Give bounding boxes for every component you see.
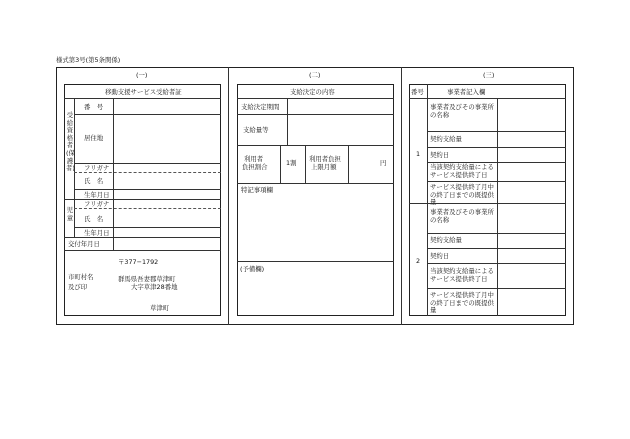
period-label: 支給決定期間 <box>241 103 280 111</box>
section-divider-1 <box>228 67 229 325</box>
col-number-header: 番号 <box>411 88 424 96</box>
group-2-row-contract-amount: 契約支給量 <box>430 236 462 244</box>
burden-label-2: 負担割合 <box>242 163 268 171</box>
number-label: 番 号 <box>84 103 104 111</box>
group-2-row-provided: サービス提供終了月中の終了日までの既提供量 <box>430 291 494 315</box>
group-2-row-contract-date: 契約日 <box>430 252 450 260</box>
issuer-label-line-2: 及び印 <box>68 283 88 291</box>
child-name-label: 氏 名 <box>84 215 104 223</box>
group-2-number: 2 <box>416 257 421 265</box>
recipient-group-label: 受給資格者(保護者) <box>66 111 75 173</box>
furigana-label: フリガナ <box>84 164 110 172</box>
group-1-row-contract-date: 契約日 <box>430 151 450 159</box>
certificate-title: 移動支援サービス受給者証 <box>105 88 182 96</box>
section-1-heading: (一) <box>136 71 148 79</box>
limit-label-1: 利用者負担 <box>309 155 341 163</box>
col-entry-header: 事業者記入欄 <box>447 88 486 96</box>
decision-table <box>237 84 394 316</box>
special-notes-label: 特記事項欄 <box>241 186 273 194</box>
child-dob-label: 生年月日 <box>84 229 110 237</box>
burden-value: 1割 <box>286 159 297 167</box>
reserve-label: (予備欄) <box>240 265 265 273</box>
issuer-label-line-1: 市町村名 <box>68 273 94 281</box>
child-furigana-label: フリガナ <box>84 200 110 208</box>
group-2-row-end-date: 当該契約支給量によるサービス提供終了日 <box>430 267 494 283</box>
amount-label: 支給量等 <box>243 126 269 134</box>
limit-unit: 円 <box>380 159 387 167</box>
child-group-label: 児童 <box>66 206 74 222</box>
section-3-heading: (三) <box>483 71 495 79</box>
decision-title: 支給決定の内容 <box>290 88 335 96</box>
issuer-town: 草津町 <box>150 304 170 312</box>
issuer-address-1: 群馬県吾妻郡草津町 <box>118 275 176 283</box>
group-1-row-contract-amount: 契約支給量 <box>430 135 462 143</box>
group-1-row-provider: 事業者及びその事業所の名称 <box>430 103 494 119</box>
limit-label-2: 上限月額 <box>311 163 337 171</box>
name-label: 氏 名 <box>84 177 104 185</box>
form-title: 様式第3号(第5条関係) <box>56 56 121 64</box>
group-1-row-provided: サービス提供終了月中の終了日までの既提供量 <box>430 183 494 207</box>
group-2-row-provider: 事業者及びその事業所の名称 <box>430 208 494 224</box>
dob-label: 生年月日 <box>84 191 110 199</box>
address-label: 居住地 <box>84 134 104 142</box>
issue-date-label: 交付年月日 <box>68 240 100 248</box>
group-1-number: 1 <box>416 150 421 158</box>
group-1-row-end-date: 当該契約支給量によるサービス提供終了日 <box>430 163 494 179</box>
issuer-address-2: 大字草津28番地 <box>131 283 178 291</box>
section-divider-2 <box>401 67 402 325</box>
section-2-heading: (二) <box>309 71 321 79</box>
issuer-postal: 〒377−1792 <box>118 258 159 266</box>
burden-label-1: 利用者 <box>244 155 264 163</box>
